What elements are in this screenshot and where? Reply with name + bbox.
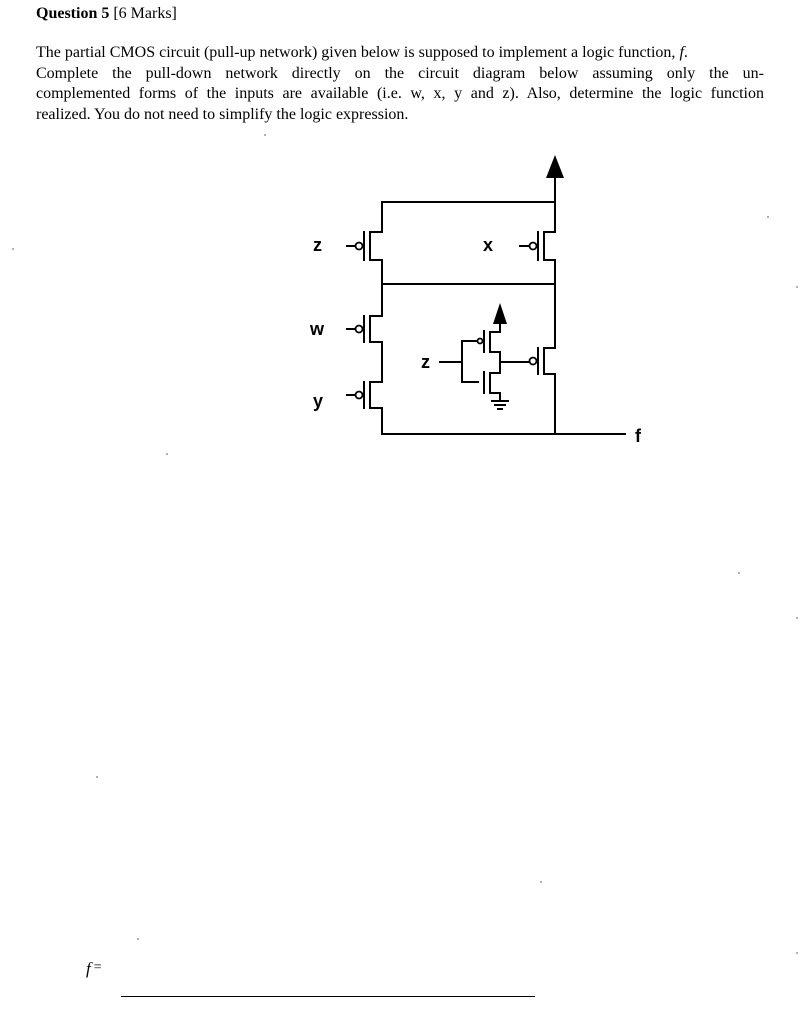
- question-line-2: Complete the pull-down network directly on the circuit diagram below assuming only the un-: [36, 64, 764, 82]
- answer-label: [86, 959, 102, 979]
- input-label-w: w: [310, 319, 325, 339]
- output-label-f: f: [635, 426, 641, 446]
- scan-speck: [796, 286, 798, 288]
- question-line-1: The partial CMOS circuit (pull-up network) given below is supposed to implement a logic function, f.: [36, 44, 688, 61]
- scan-speck: [796, 952, 798, 954]
- answer-equals: =: [93, 960, 102, 975]
- scan-speck: [12, 248, 14, 250]
- vdd-arrow-icon: [493, 303, 507, 324]
- scan-speck: [264, 134, 266, 136]
- question-title: Question 5: [36, 5, 110, 22]
- scan-speck: [137, 938, 139, 940]
- input-label-x: x: [483, 235, 494, 255]
- scan-speck: [796, 617, 798, 619]
- scan-speck: [166, 453, 168, 455]
- vdd-arrow-icon: [546, 155, 564, 178]
- answer-line[interactable]: [121, 996, 535, 997]
- scan-speck: [767, 216, 769, 218]
- input-label-y: y: [313, 391, 324, 411]
- input-label-z: z: [313, 235, 322, 255]
- inverter-input-label-z: z: [421, 352, 430, 372]
- scan-speck: [96, 776, 98, 778]
- question-marks: [6 Marks]: [113, 5, 177, 22]
- scan-speck: [540, 881, 542, 883]
- answer-function-name: f: [86, 959, 91, 978]
- question-line-4: realized. You do not need to simplify the logic expression.: [36, 105, 409, 123]
- question-line-3: complemented forms of the inputs are available (i.e. w, x, y and z). Also, determine the logic function: [36, 85, 764, 102]
- scan-speck: [738, 572, 740, 574]
